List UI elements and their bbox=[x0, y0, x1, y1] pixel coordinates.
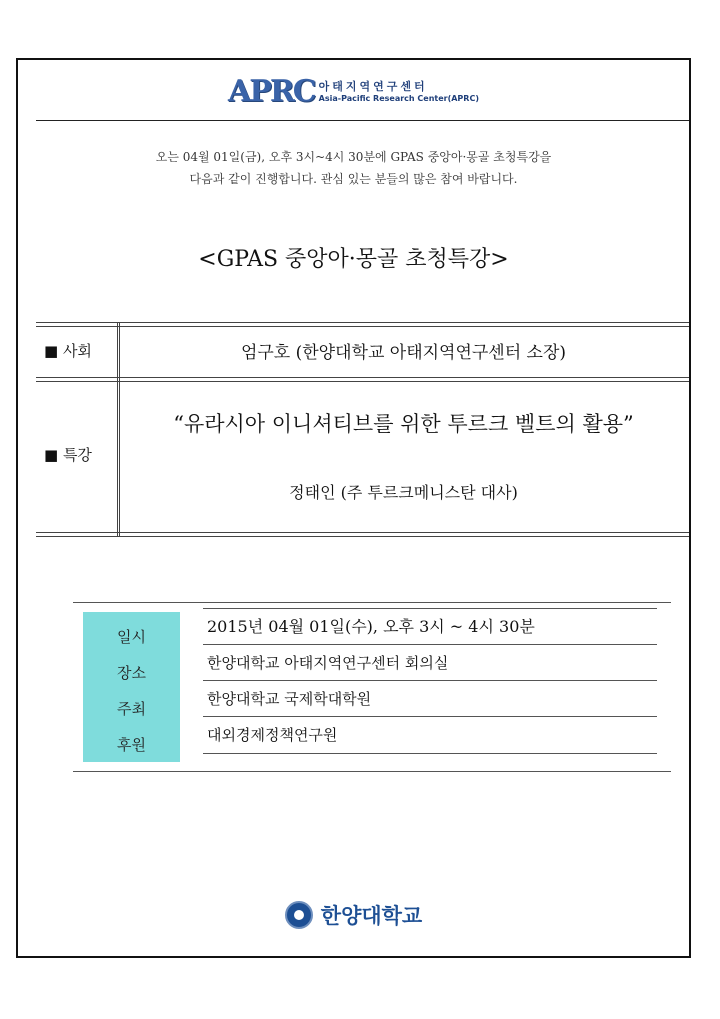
aprc-logo bbox=[228, 74, 479, 109]
aprc-english-name: Asia-Pacific Research Center(APRC) bbox=[318, 94, 479, 103]
schedule-label-sponsor: 후원 bbox=[117, 736, 146, 754]
schedule-value-date: 2015년 04월 01일(수), 오후 3시 ~ 4시 30분 bbox=[203, 608, 657, 645]
moderator-label: ■ 사회 bbox=[44, 342, 92, 360]
schedule-box bbox=[73, 602, 671, 772]
schedule-value-host: 한양대학교 국제학대학원 bbox=[203, 680, 657, 717]
event-title: <GPAS 중앙아·몽골 초청특강> bbox=[198, 247, 509, 272]
poster-frame bbox=[16, 58, 691, 958]
schedule-value-place: 한양대학교 아태지역연구센터 회의실 bbox=[203, 644, 657, 681]
table-bottom-rule bbox=[36, 532, 689, 537]
schedule-bottom-rule bbox=[73, 771, 671, 772]
schedule-value-sponsor: 대외경제정책연구원 bbox=[203, 716, 657, 754]
moderator-name: 엄구호 (한양대학교 아태지역연구센터 소장) bbox=[240, 343, 567, 363]
aprc-logo-text bbox=[319, 80, 479, 104]
header-divider bbox=[36, 120, 689, 121]
lecture-title: “유라시아 이니셔티브를 위한 투르크 벨트의 활용” bbox=[173, 412, 634, 436]
program-table bbox=[36, 322, 689, 537]
schedule-top-rule bbox=[73, 602, 671, 603]
schedule-label-host: 주최 bbox=[117, 700, 146, 718]
table-middle-rule bbox=[36, 377, 689, 382]
schedule-label-place: 장소 bbox=[117, 664, 146, 682]
university-seal-icon bbox=[285, 901, 313, 929]
intro-line-2: 다음과 같이 진행합니다. 관심 있는 분들의 많은 참여 바랍니다. bbox=[189, 172, 518, 186]
schedule-label-date: 일시 bbox=[117, 628, 146, 646]
lecturer-name: 정태인 (주 투르크메니스탄 대사) bbox=[289, 483, 518, 502]
table-column-rule bbox=[117, 322, 120, 537]
aprc-logo-mark: APRC bbox=[228, 74, 315, 109]
table-top-rule bbox=[36, 322, 689, 327]
university-footer bbox=[18, 900, 689, 930]
seal-center bbox=[292, 908, 306, 922]
intro-text bbox=[18, 146, 689, 190]
university-name: 한양대학교 bbox=[320, 904, 423, 928]
aprc-korean-name: 아태지역연구센터 bbox=[318, 80, 428, 93]
aprc-header bbox=[18, 72, 689, 112]
schedule-label-box bbox=[83, 612, 180, 762]
lecture-label: ■ 특강 bbox=[44, 446, 92, 464]
intro-line-1: 오는 04월 01일(금), 오후 3시~4시 30분에 GPAS 중앙아·몽골 초청특강을 bbox=[155, 150, 552, 164]
